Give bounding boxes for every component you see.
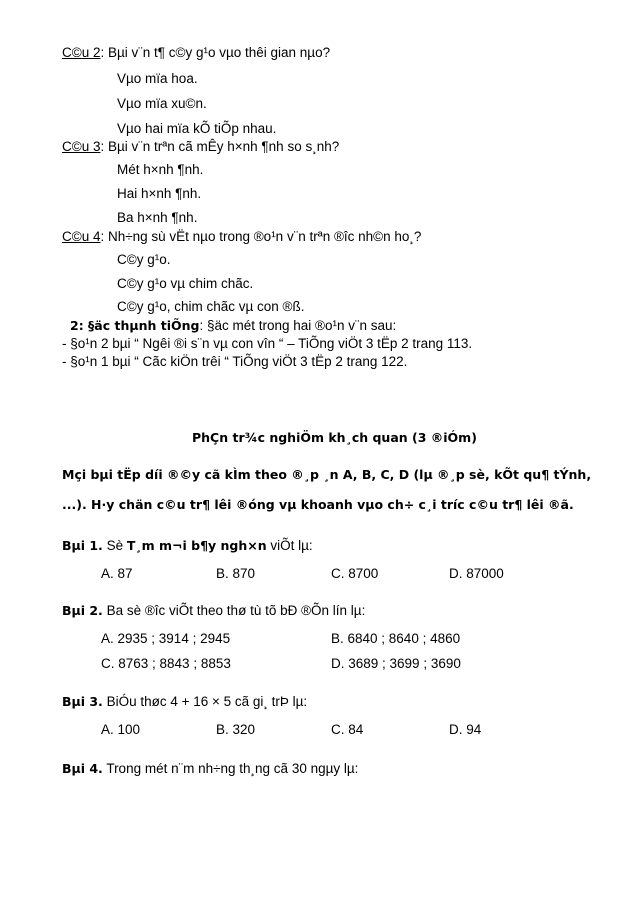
question-2-text: : Bµi v¨n t¶ c©y g¹o vµo thêi gian nµo? bbox=[100, 45, 331, 60]
exercise-1-option-a: A. 87 bbox=[101, 566, 133, 581]
exercise-3-label: Bµi 3. bbox=[62, 694, 103, 709]
question-4-answer: C©y g¹o. bbox=[117, 252, 171, 267]
exercise-1-option-b: B. 870 bbox=[216, 566, 256, 581]
question-3-answer: Ba h×nh ¶nh. bbox=[117, 210, 198, 225]
exercise-3-text: BiÓu thøc 4 + 16 × 5 cã gi¸ trÞ lµ: bbox=[102, 694, 308, 709]
question-3-label: C©u 3 bbox=[62, 139, 101, 154]
question-2-answer: Vµo mïa hoa. bbox=[117, 71, 198, 86]
question-4 bbox=[62, 229, 421, 245]
exercise-2-option-c: C. 8763 ; 8843 ; 8853 bbox=[101, 656, 231, 671]
exercise-4-text: Trong mét n¨m nh÷ng th¸ng cã 30 ngµy lµ: bbox=[102, 761, 359, 776]
question-2 bbox=[62, 45, 330, 61]
part-title: PhÇn tr¾c nghiÖm kh¸ch quan (3 ®iÓm) bbox=[192, 430, 477, 445]
reading-item: - §o¹n 1 bµi “ Cãc kiÖn trêi “ TiÕng viÖt 3 tËp 2 trang 122. bbox=[62, 354, 408, 369]
exercise-4-label: Bµi 4. bbox=[62, 761, 103, 776]
question-3-answer: Mét h×nh ¶nh. bbox=[117, 162, 204, 177]
exercise-1-option-d: D. 87000 bbox=[449, 566, 504, 581]
question-4-text: : Nh÷ng sù vËt nµo trong ®o¹n v¨n trªn ®îc nh©n ho¸? bbox=[100, 229, 422, 244]
question-2-answer: Vµo mïa xu©n. bbox=[117, 96, 207, 111]
instructions-line: Mçi bµi tËp díi ®©y cã kÌm theo ®¸p ¸n A, B, C, D (lµ ®¸p sè, kÕt qu¶ tÝnh, bbox=[62, 467, 592, 482]
exercise-3-option-a: A. 100 bbox=[101, 722, 141, 737]
exercise-3 bbox=[62, 694, 307, 710]
question-4-answer: C©y g¹o vµ chim chãc. bbox=[117, 276, 254, 291]
exercise-3-option-c: C. 84 bbox=[331, 722, 364, 737]
question-3-answer: Hai h×nh ¶nh. bbox=[117, 186, 202, 201]
question-3 bbox=[62, 139, 339, 155]
exercise-2-option-d: D. 3689 ; 3699 ; 3690 bbox=[331, 656, 461, 671]
reading-heading: 2: §äc thµnh tiÕng bbox=[70, 318, 200, 333]
exercise-1-label: Bµi 1. bbox=[62, 538, 103, 553]
exercise-2-option-b: B. 6840 ; 8640 ; 4860 bbox=[331, 631, 461, 646]
question-4-label: C©u 4 bbox=[62, 229, 101, 244]
exercise-1-text-post: viÕt lµ: bbox=[266, 538, 313, 553]
exercise-1 bbox=[62, 538, 313, 554]
exercise-1-option-c: C. 8700 bbox=[331, 566, 379, 581]
exercise-2 bbox=[62, 603, 365, 619]
reading-item: - §o¹n 2 bµi “ Ngêi ®i s¨n vµ con vîn “ – TiÕng viÖt 3 tËp 2 trang 113. bbox=[62, 336, 473, 351]
exercise-3-option-b: B. 320 bbox=[216, 722, 256, 737]
question-4-answer: C©y g¹o, chim chãc vµ con ®ß. bbox=[117, 299, 305, 314]
exercise-1-text-pre: Sè bbox=[102, 538, 127, 553]
reading-instruction: : §äc mét trong hai ®o¹n v¨n sau: bbox=[199, 318, 397, 333]
question-2-answer: Vµo hai mïa kÕ tiÕp nhau. bbox=[117, 121, 277, 136]
exercise-2-option-a: A. 2935 ; 3914 ; 2945 bbox=[101, 631, 231, 646]
exercise-4 bbox=[62, 761, 358, 777]
exercise-2-label: Bµi 2. bbox=[62, 603, 103, 618]
question-2-label: C©u 2 bbox=[62, 45, 101, 60]
question-3-text: : Bµi v¨n trªn cã mÊy h×nh ¶nh so s¸nh? bbox=[100, 139, 340, 154]
exercise-2-text: Ba sè ®îc viÕt theo thø tù tõ bÐ ®Õn lín lµ: bbox=[102, 603, 366, 618]
exercise-3-option-d: D. 94 bbox=[449, 722, 482, 737]
instructions-line: ...). H·y chän c©u tr¶ lêi ®óng vµ khoanh vµo ch÷ c¸i tríc c©u tr¶ lêi ®ã. bbox=[62, 497, 574, 512]
exercise-1-number-words: T¸m m¬i b¶y ngh×n bbox=[126, 538, 267, 553]
reading-section bbox=[70, 318, 396, 334]
